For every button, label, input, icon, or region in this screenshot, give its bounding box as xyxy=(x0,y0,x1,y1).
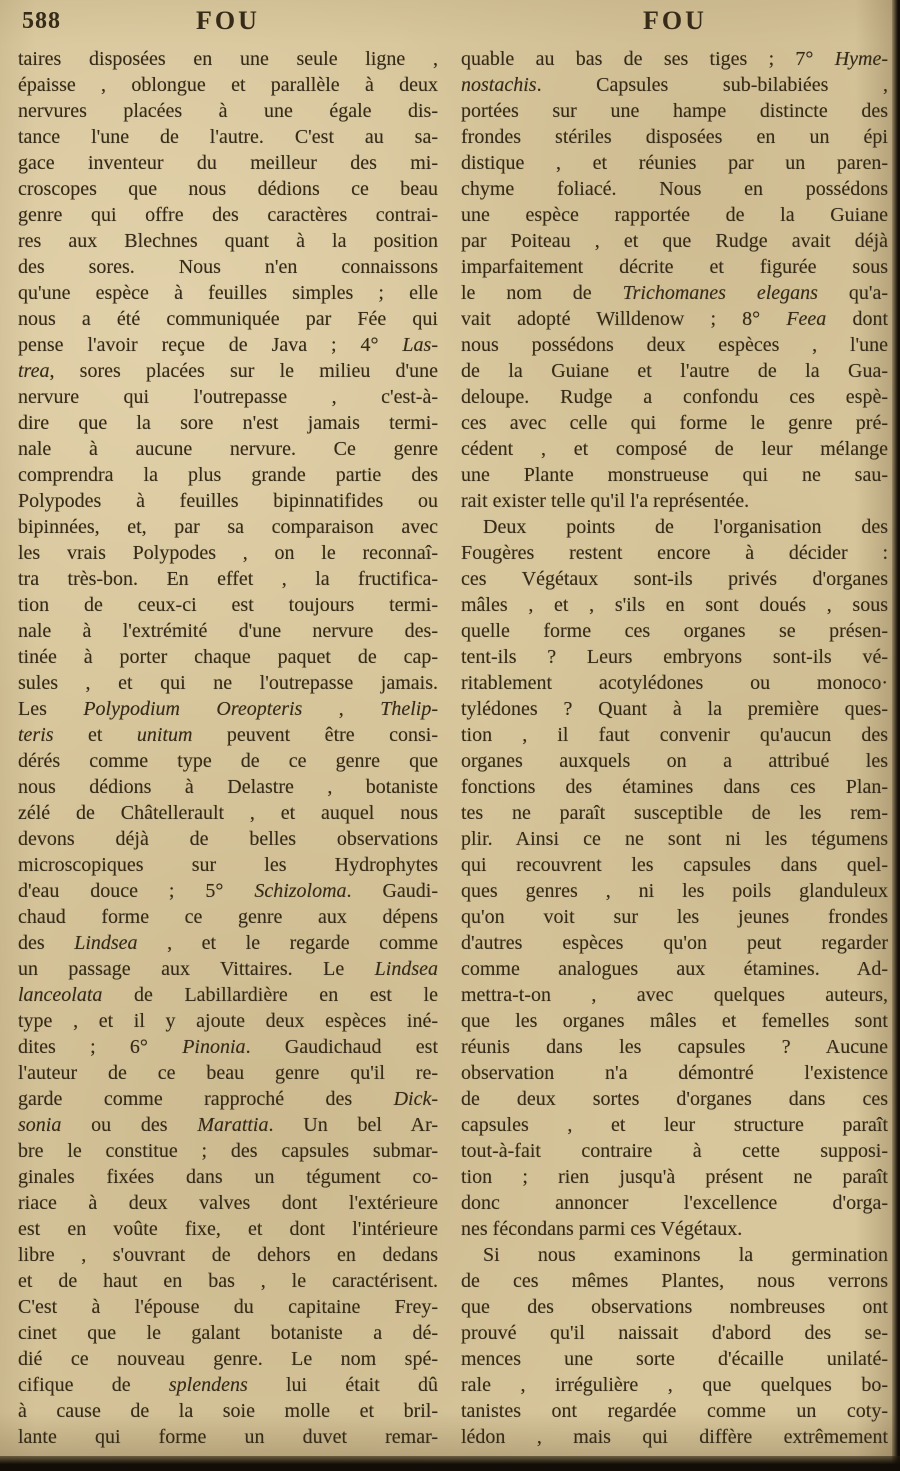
text-line: riace à deux valves dont l'extérieure xyxy=(18,1192,438,1214)
italic-text: sonia xyxy=(18,1114,62,1136)
text-line: zélé de Châtellerault , et auquel nous xyxy=(18,802,438,824)
italic-text: Marattia xyxy=(197,1114,269,1136)
text-line: tion de ceux-ci est toujours termi- xyxy=(18,594,438,616)
text-line: gace inventeur du meilleur des mi- xyxy=(18,152,438,174)
text-line: sonia ou des Marattia. Un bel Ar- xyxy=(18,1114,438,1136)
italic-text: lanceolata xyxy=(18,984,103,1006)
text-line: qu'on voit sur les jeunes frondes xyxy=(461,906,888,928)
scan-edge-bottom xyxy=(0,1456,900,1471)
text-line: taires disposées en une seule ligne , xyxy=(18,48,438,70)
page-number: 588 xyxy=(22,8,61,34)
text-line: Fougères restent encore à décider : xyxy=(461,542,888,564)
italic-text: nostachis xyxy=(461,74,537,96)
text-line: cédent , et composé de leur mélange xyxy=(461,438,888,460)
text-line: genre qui offre des caractères contrai- xyxy=(18,204,438,226)
italic-text: teris xyxy=(18,724,54,746)
text-line: portées sur une hampe distincte des xyxy=(461,100,888,122)
text-line: nes fécondans parmi ces Végétaux. xyxy=(461,1218,743,1240)
text-line: à cause de la soie molle et bril- xyxy=(18,1400,438,1422)
text-line: rait exister telle qu'il l'a représentée. xyxy=(461,490,750,512)
text-line: nale à l'extrémité d'une nervure des- xyxy=(18,620,438,642)
scan-edge-right xyxy=(892,0,900,1471)
italic-text: Schizoloma xyxy=(254,880,347,902)
text-line: bipinnées, et, par sa comparaison avec xyxy=(18,516,438,538)
text-line: que des observations nombreuses ont xyxy=(461,1296,888,1318)
text-line: plir. Ainsi ce ne sont ni les tégumens xyxy=(461,828,888,850)
italic-text: unitum xyxy=(136,724,193,746)
text-line: quable au bas de ses tiges ; 7° Hyme- xyxy=(461,48,888,70)
text-line: cifique de splendens lui était dû xyxy=(18,1374,438,1396)
text-line: nostachis. Capsules sub-bilabiées , xyxy=(461,74,888,96)
text-line: comprendra la plus grande partie des xyxy=(18,464,438,486)
text-line: nous a été communiquée par Fée qui xyxy=(18,308,438,330)
text-line: vait adopté Willdenow ; 8° Feea dont xyxy=(461,308,888,330)
italic-text: Lindsea xyxy=(74,932,138,954)
text-line: qui recouvrent les capsules dans quel- xyxy=(461,854,888,876)
text-line: C'est à l'épouse du capitaine Frey- xyxy=(18,1296,438,1318)
text-line: nous dédions à Delastre , botaniste xyxy=(18,776,438,798)
text-line: pense l'avoir reçue de Java ; 4° Las- xyxy=(18,334,438,356)
text-line: le nom de Trichomanes elegans qu'a- xyxy=(461,282,888,304)
text-line: comme analogues aux étamines. Ad- xyxy=(461,958,888,980)
text-line: épaisse , oblongue et parallèle à deux xyxy=(18,74,438,96)
text-line: les vrais Polypodes , on le reconnaî- xyxy=(18,542,438,564)
italic-text: trea xyxy=(18,360,50,382)
text-line: Les Polypodium Oreopteris , Thelip- xyxy=(18,698,438,720)
text-line: capsules , et leur structure paraît xyxy=(461,1114,888,1136)
text-line: tout-à-fait contraire à cette supposi- xyxy=(461,1140,888,1162)
text-line: nervure qui l'outrepasse , c'est-à- xyxy=(18,386,438,408)
text-line: quelle forme ces organes se présen- xyxy=(461,620,888,642)
text-line: prouvé qu'il naissait d'abord des se- xyxy=(461,1322,888,1344)
text-column-left xyxy=(18,46,438,1450)
text-line: une espèce rapportée de la Guiane xyxy=(461,204,888,226)
italic-text: Trichomanes elegans xyxy=(622,282,818,304)
text-line: ginales fixées dans un tégument co- xyxy=(18,1166,438,1188)
text-line: ces Végétaux sont-ils privés d'organes xyxy=(461,568,888,590)
text-line: sules , et qui ne l'outrepasse jamais. xyxy=(18,672,438,694)
text-line: bre le constitue ; des capsules submar- xyxy=(18,1140,438,1162)
text-line: des sores. Nous n'en connaissons xyxy=(18,256,438,278)
text-line: que les organes mâles et femelles sont xyxy=(461,1010,888,1032)
text-line: observation n'a démontré l'existence xyxy=(461,1062,888,1084)
text-line: lanceolata de Labillardière en est le xyxy=(18,984,438,1006)
text-line: ques genres , ni les poils glanduleux xyxy=(461,880,888,902)
text-line: et de haut en bas , le caractérisent. xyxy=(18,1270,438,1292)
text-line: devons déjà de belles observations xyxy=(18,828,438,850)
text-line: distique , et réunies par un paren- xyxy=(461,152,888,174)
text-line: chaud forme ce genre aux dépens xyxy=(18,906,438,928)
text-line: tra très-bon. En effet , la fructifica- xyxy=(18,568,438,590)
text-line: mettra-t-on , avec quelques auteurs, xyxy=(461,984,888,1006)
text-line: deloupe. Rudge a confondu ces espè- xyxy=(461,386,888,408)
italic-text: Las- xyxy=(402,334,438,356)
text-line: rale , irrégulière , que quelques bo- xyxy=(461,1374,888,1396)
text-line: chyme foliacé. Nous en possédons xyxy=(461,178,888,200)
italic-text: Dick- xyxy=(393,1088,438,1110)
text-line: libre , s'ouvrant de dehors en dedans xyxy=(18,1244,438,1266)
text-line: croscopes que nous dédions ce beau xyxy=(18,178,438,200)
text-line: lante qui forme un duvet remar- xyxy=(18,1426,438,1448)
text-line: un passage aux Vittaires. Le Lindsea xyxy=(18,958,438,980)
text-line: cinet que le galant botaniste a dé- xyxy=(18,1322,438,1344)
text-line: tes ne paraît susceptible de les rem- xyxy=(461,802,888,824)
text-line: tinée à porter chaque paquet de cap- xyxy=(18,646,438,668)
text-line: de deux sortes d'organes dans ces xyxy=(461,1088,888,1110)
text-line: nale à aucune nervure. Ce genre xyxy=(18,438,438,460)
text-line: d'eau douce ; 5° Schizoloma. Gaudi- xyxy=(18,880,438,902)
italic-text: Hyme- xyxy=(834,48,888,70)
text-line: dire que la sore n'est jamais termi- xyxy=(18,412,438,434)
text-line: mences une sorte d'écaille unilaté- xyxy=(461,1348,888,1370)
text-line: dié ce nouveau genre. Le nom spé- xyxy=(18,1348,438,1370)
text-line: l'auteur de ce beau genre qu'il re- xyxy=(18,1062,438,1084)
text-line: tylédones ? Quant à la première ques- xyxy=(461,698,888,720)
text-line: par Poiteau , et que Rudge avait déjà xyxy=(461,230,888,252)
text-line: réunis dans les capsules ? Aucune xyxy=(461,1036,888,1058)
text-line: de ces mêmes Plantes, nous verrons xyxy=(461,1270,888,1292)
text-line: est en voûte fixe, et dont l'intérieure xyxy=(18,1218,438,1240)
text-line: microscopiques sur les Hydrophytes xyxy=(18,854,438,876)
text-line: nous possédons deux espèces , l'une xyxy=(461,334,888,356)
text-line: Deux points de l'organisation des xyxy=(483,516,888,538)
italic-text: Pinonia xyxy=(182,1036,246,1058)
text-line: qu'une espèce à feuilles simples ; elle xyxy=(18,282,438,304)
italic-text: Feea xyxy=(786,308,827,330)
text-line: tanistes ont regardée comme un coty- xyxy=(461,1400,888,1422)
text-line: trea, sores placées sur le milieu d'une xyxy=(18,360,438,382)
text-line: organes auxquels on a attribué les xyxy=(461,750,888,772)
running-head-left: FOU xyxy=(196,6,260,35)
text-line: ces avec celle qui forme le genre pré- xyxy=(461,412,888,434)
running-head-right: FOU xyxy=(643,6,707,35)
text-line: tion , il faut convenir qu'aucun des xyxy=(461,724,888,746)
text-line: tance l'une de l'autre. C'est au sa- xyxy=(18,126,438,148)
text-line: frondes stériles disposées en un épi xyxy=(461,126,888,148)
text-line: dérés comme type de ce genre que xyxy=(18,750,438,772)
text-line: fonctions des étamines dans ces Plan- xyxy=(461,776,888,798)
text-line: garde comme rapproché des Dick- xyxy=(18,1088,438,1110)
text-line: d'autres espèces qu'on peut regarder xyxy=(461,932,888,954)
italic-text: Lindsea xyxy=(374,958,438,980)
text-line: mâles , et , s'ils en sont doués , sous xyxy=(461,594,888,616)
text-line: ritablement acotylédones ou monoco· xyxy=(461,672,888,694)
text-line: dites ; 6° Pinonia. Gaudichaud est xyxy=(18,1036,438,1058)
text-column-right xyxy=(461,46,888,1450)
text-line: Polypodes à feuilles bipinnatifides ou xyxy=(18,490,438,512)
text-line: des Lindsea , et le regarde comme xyxy=(18,932,438,954)
text-line: tion ; rien jusqu'à présent ne paraît xyxy=(461,1166,888,1188)
text-line: imparfaitement décrite et figurée sous xyxy=(461,256,888,278)
italic-text: splendens xyxy=(168,1374,248,1396)
text-line: lédon , mais qui diffère extrêmement xyxy=(461,1426,888,1448)
text-line: teris et unitum peuvent être consi- xyxy=(18,724,438,746)
italic-text: Polypodium Oreopteris xyxy=(83,698,303,720)
text-line: res aux Blechnes quant à la position xyxy=(18,230,438,252)
text-line: de la Guiane et l'autre de la Gua- xyxy=(461,360,888,382)
text-line: type , et il y ajoute deux espèces iné- xyxy=(18,1010,438,1032)
text-line: une Plante monstrueuse qui ne sau- xyxy=(461,464,888,486)
italic-text: Thelip- xyxy=(380,698,438,720)
text-line: donc annoncer l'excellence d'orga- xyxy=(461,1192,888,1214)
text-line: Si nous examinons la germination xyxy=(483,1244,888,1266)
text-line: tent-ils ? Leurs embryons sont-ils vé- xyxy=(461,646,888,668)
text-line: nervures placées à une égale dis- xyxy=(18,100,438,122)
